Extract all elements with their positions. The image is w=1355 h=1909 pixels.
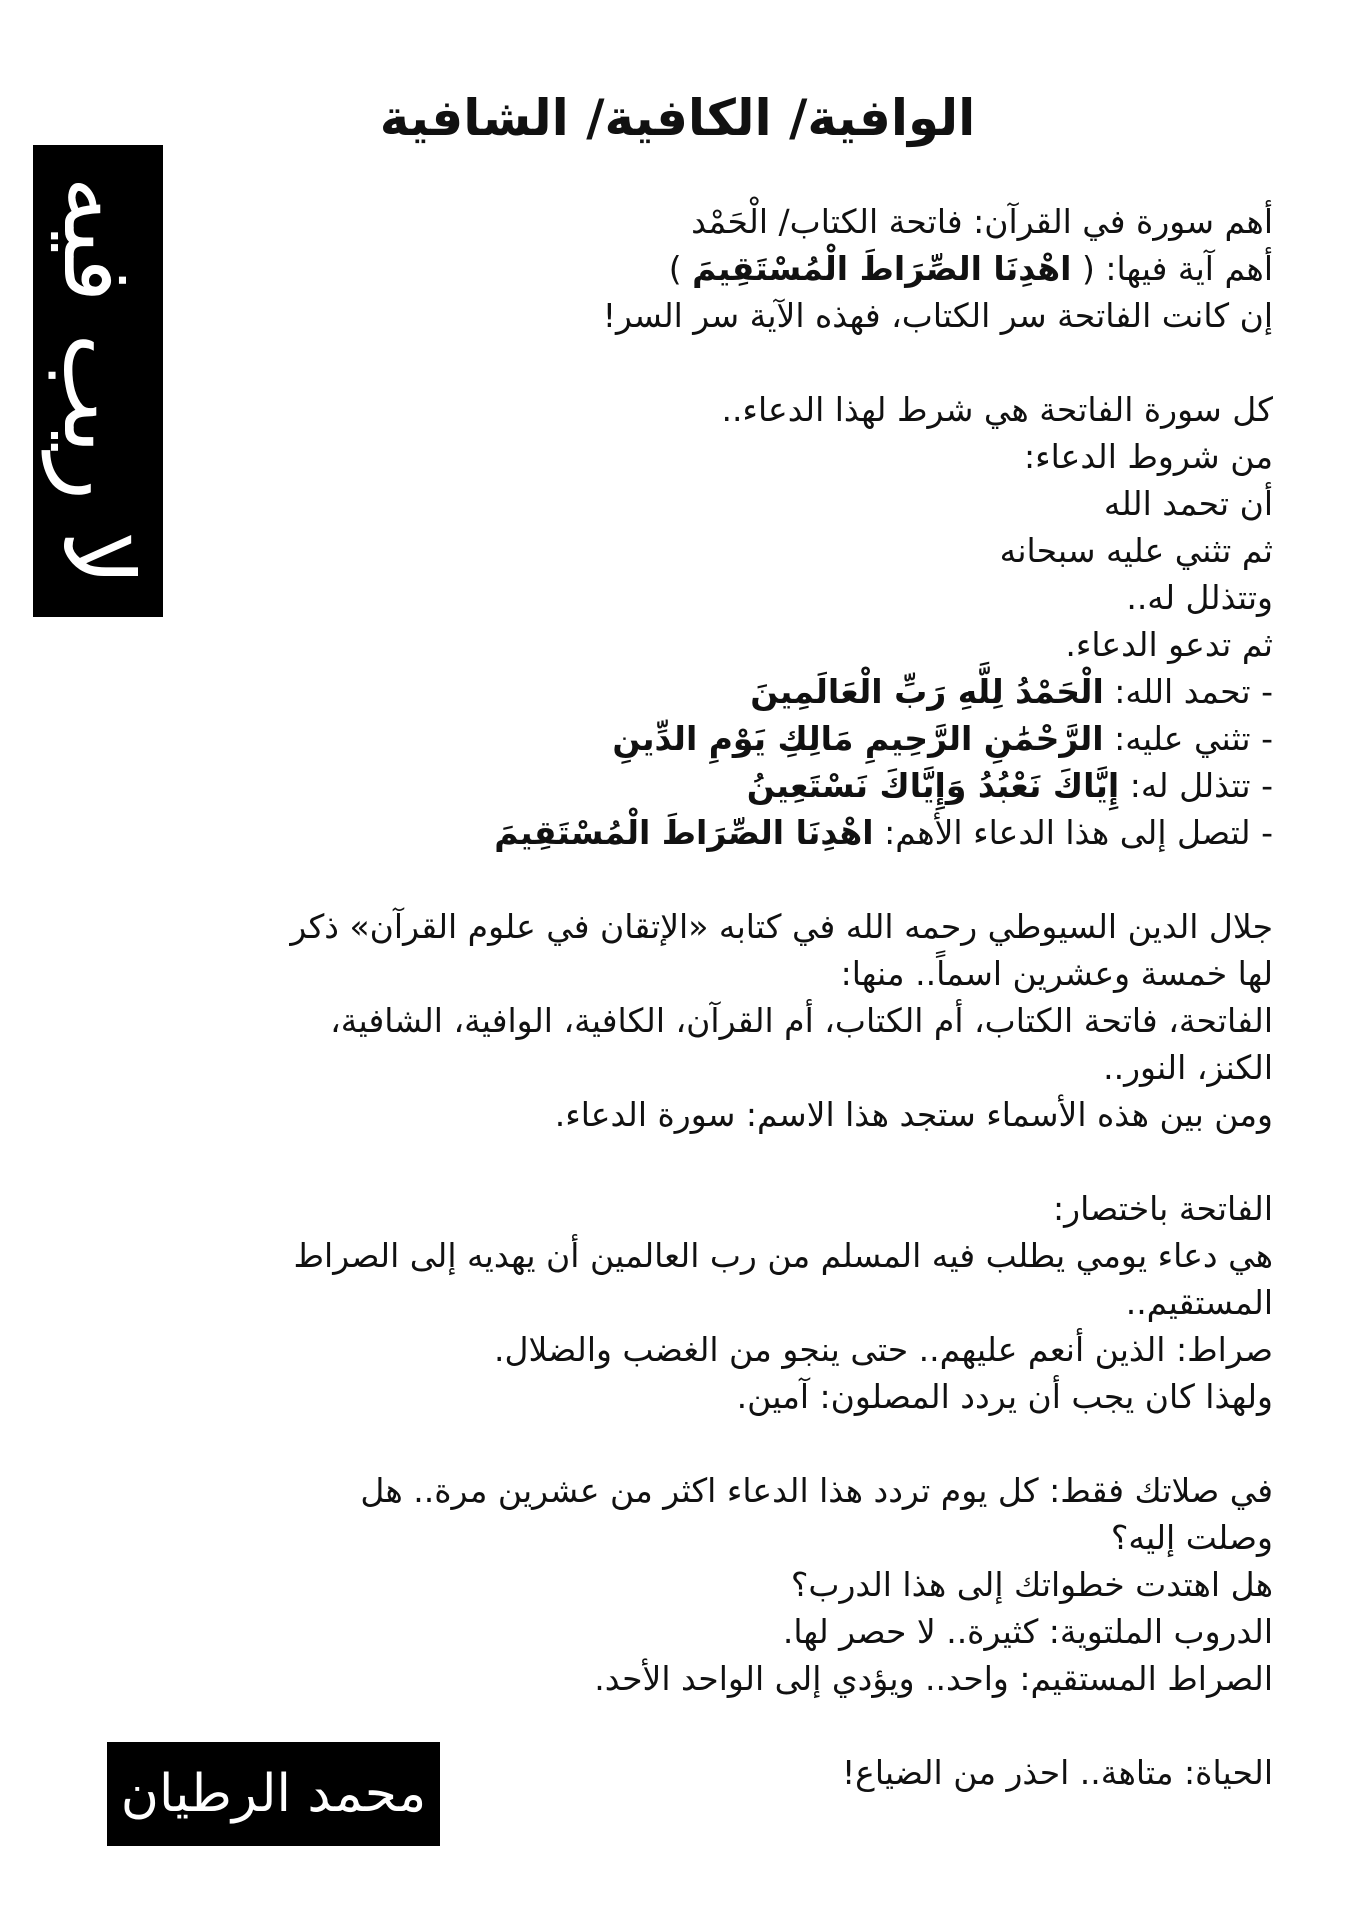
text-line: جلال الدين السيوطي رحمه الله في كتابه «الإتقان في علوم القرآن» ذكر xyxy=(290,907,1273,946)
paragraph-conditions xyxy=(93,386,1273,856)
author-signature: محمد الرطيان xyxy=(107,1742,440,1846)
text-line: الفاتحة، فاتحة الكتاب، أم الكتاب، أم القرآن، الكافية، الوافية، الشافية، xyxy=(330,1001,1273,1040)
text-line: الحياة: متاهة.. احذر من الضياع! xyxy=(841,1753,1273,1792)
text-fragment: - تحمد الله: xyxy=(1103,672,1273,711)
text-line: لها خمسة وعشرين اسماً.. منها: xyxy=(840,954,1273,993)
list-item xyxy=(93,715,1273,762)
text-line: الكنز، النور.. xyxy=(1103,1048,1273,1087)
text-line: الصراط المستقيم: واحد.. ويؤدي إلى الواحد الأحد. xyxy=(594,1659,1273,1698)
paragraph-names xyxy=(93,903,1273,1138)
text-line: صراط: الذين أنعم عليهم.. حتى ينجو من الغضب والضلال. xyxy=(493,1330,1273,1369)
text-fragment: - لتصل إلى هذا الدعاء الأهم: xyxy=(873,813,1273,852)
text-line: أهم سورة في القرآن: فاتحة الكتاب/ الْحَمْد xyxy=(691,202,1273,241)
text-fragment: - تتذلل له: xyxy=(1119,766,1273,805)
list-item xyxy=(93,668,1273,715)
side-banner-text: لا ريب فيه xyxy=(42,176,154,586)
text-line: وصلت إليه؟ xyxy=(1110,1518,1273,1557)
text-line: وتتذلل له.. xyxy=(1126,578,1273,617)
quran-verse: اهْدِنَا الصِّرَاطَ الْمُسْتَقِيمَ xyxy=(692,249,1072,288)
text-line xyxy=(93,245,1273,292)
text-fragment: - تثني عليه: xyxy=(1103,719,1273,758)
quran-verse: الْحَمْدُ لِلَّهِ رَبِّ الْعَالَمِينَ xyxy=(750,672,1104,711)
text-line: ثم تثني عليه سبحانه xyxy=(999,531,1273,570)
text-line: من شروط الدعاء: xyxy=(1023,437,1273,476)
article-body xyxy=(93,198,1273,1843)
text-line: ثم تدعو الدعاء. xyxy=(1065,625,1273,664)
text-line: المستقيم.. xyxy=(1125,1283,1273,1322)
text-line: الفاتحة باختصار: xyxy=(1053,1189,1273,1228)
text-line: إن كانت الفاتحة سر الكتاب، فهذه الآية سر السر! xyxy=(602,296,1273,335)
text-line: ومن بين هذه الأسماء ستجد هذا الاسم: سورة الدعاء. xyxy=(554,1095,1273,1134)
quran-verse: إِيَّاكَ نَعْبُدُ وَإِيَّاكَ نَسْتَعِينُ xyxy=(746,766,1120,805)
text-line: ولهذا كان يجب أن يردد المصلون: آمين. xyxy=(736,1377,1273,1416)
page-title: الوافية/ الكافية/ الشافية xyxy=(379,89,976,147)
text-line: في صلاتك فقط: كل يوم تردد هذا الدعاء اكثر من عشرين مرة.. هل xyxy=(360,1471,1273,1510)
paragraph-prayer xyxy=(93,1467,1273,1702)
text-line: الدروب الملتوية: كثيرة.. لا حصر لها. xyxy=(782,1612,1273,1651)
paragraph-intro xyxy=(93,198,1273,339)
paragraph-summary xyxy=(93,1185,1273,1420)
text-line: هي دعاء يومي يطلب فيه المسلم من رب العالمين أن يهديه إلى الصراط xyxy=(293,1236,1273,1275)
text-line: هل اهتدت خطواتك إلى هذا الدرب؟ xyxy=(790,1565,1273,1604)
list-item xyxy=(93,762,1273,809)
text-line: أن تحمد الله xyxy=(1103,484,1273,523)
text-line: كل سورة الفاتحة هي شرط لهذا الدعاء.. xyxy=(721,390,1273,429)
list-item xyxy=(93,809,1273,856)
text-fragment: أهم آية فيها: ( xyxy=(1071,249,1273,288)
quran-verse: الرَّحْمَٰنِ الرَّحِيمِ مَالِكِ يَوْمِ الدِّينِ xyxy=(612,719,1104,758)
quran-verse: اهْدِنَا الصِّرَاطَ الْمُسْتَقِيمَ xyxy=(494,813,874,852)
text-fragment: ) xyxy=(668,249,693,288)
